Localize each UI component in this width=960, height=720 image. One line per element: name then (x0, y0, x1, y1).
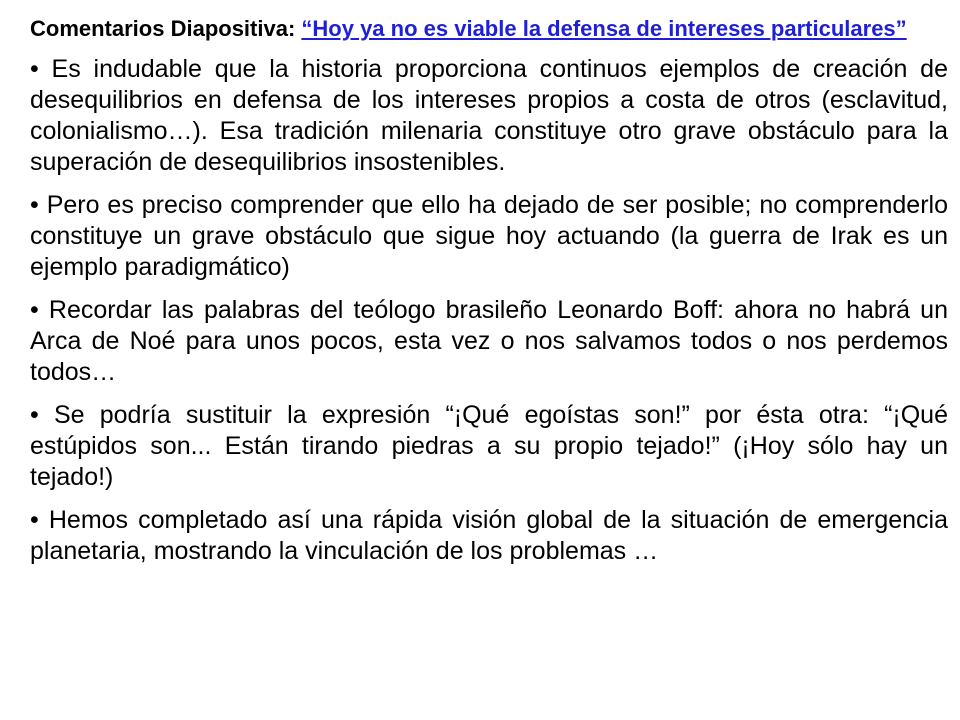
bullet-item: • Recordar las palabras del teólogo brasileño Leonardo Boff: ahora no habrá un Arca de Noé para unos pocos, esta vez o nos salvamos todos o nos perdemos todos… (30, 295, 948, 388)
bullet-item: • Se podría sustituir la expresión “¡Qué egoístas son!” por ésta otra: “¡Qué estúpidos son... Están tirando piedras a su propio tejado!” (¡Hoy sólo hay un tejado!) (30, 400, 948, 493)
bullet-item: • Hemos completado así una rápida visión global de la situación de emergencia planetaria, mostrando la vinculación de los problemas … (30, 505, 948, 567)
comments-header (30, 16, 948, 42)
slide-title-link[interactable]: “Hoy ya no es viable la defensa de intereses particulares” (301, 16, 907, 41)
bullet-item: • Es indudable que la historia proporciona continuos ejemplos de creación de desequilibrios en defensa de los intereses propios a costa de otros (esclavitud, colonialismo…). Esa tradición milenaria constituye otro grave obstáculo para la superación de desequilibrios insostenibles. (30, 54, 948, 178)
comments-bullet-list (30, 54, 948, 567)
bullet-item: • Pero es preciso comprender que ello ha dejado de ser posible; no comprenderlo constituye un grave obstáculo que sigue hoy actuando (la guerra de Irak es un ejemplo paradigmático) (30, 190, 948, 283)
header-label: Comentarios Diapositiva: (30, 16, 302, 41)
slide-comments-page (30, 16, 948, 579)
